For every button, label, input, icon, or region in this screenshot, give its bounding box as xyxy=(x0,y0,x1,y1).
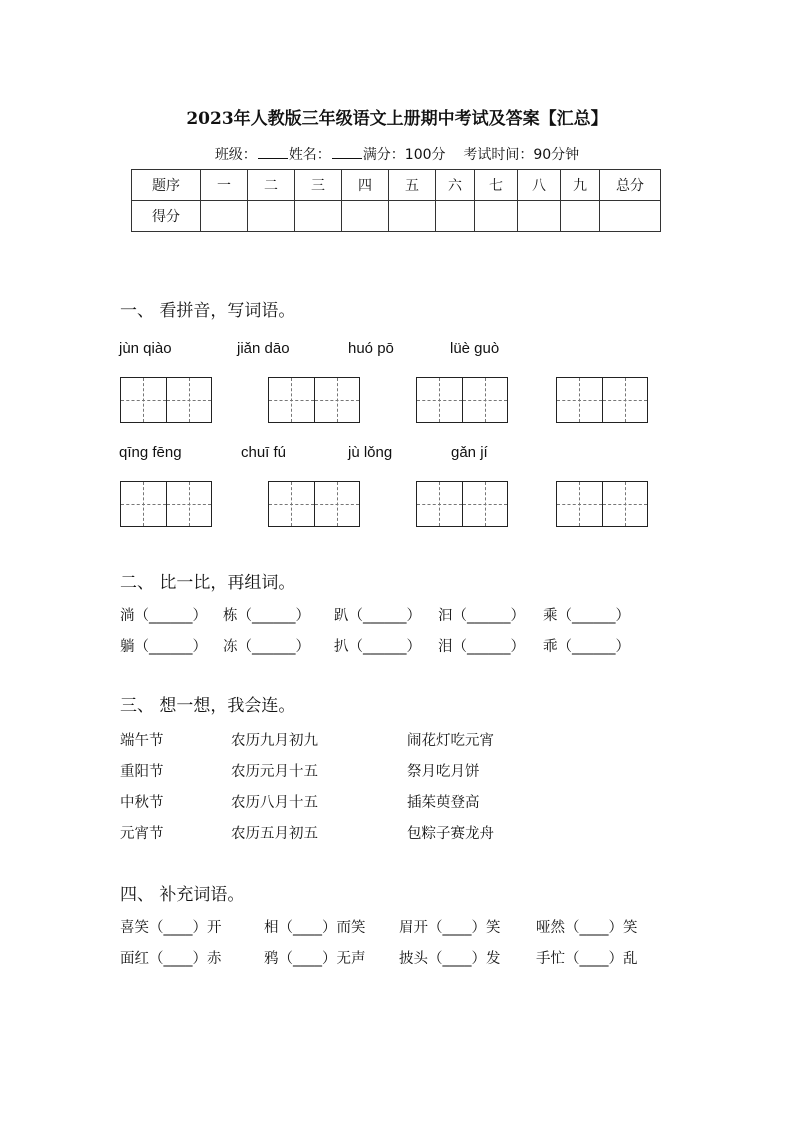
compare-item[interactable]: 汩（______） xyxy=(438,608,525,624)
festival-date[interactable]: 农历元月十五 xyxy=(231,764,318,780)
compare-item[interactable]: 趴（______） xyxy=(334,608,421,624)
pinyin-7: jù lǒng xyxy=(348,444,393,461)
name-label: 姓名： xyxy=(288,147,331,163)
score-cell[interactable] xyxy=(248,201,295,232)
score-cell[interactable] xyxy=(600,201,661,232)
score-row-label: 得分 xyxy=(132,201,201,232)
exam-info xyxy=(0,144,794,164)
score-header-cell: 题序 xyxy=(132,170,201,201)
festival-custom[interactable]: 包粽子赛龙舟 xyxy=(407,826,494,842)
festival-custom[interactable]: 插茱萸登高 xyxy=(407,795,480,811)
class-label: 班级： xyxy=(214,147,257,163)
score-cell[interactable] xyxy=(436,201,475,232)
score-header-cell: 三 xyxy=(295,170,342,201)
score-cell[interactable] xyxy=(342,201,389,232)
score-header-cell: 总分 xyxy=(600,170,661,201)
score-header-cell: 四 xyxy=(342,170,389,201)
writing-grid[interactable] xyxy=(268,481,360,527)
score-cell[interactable] xyxy=(518,201,561,232)
festival-date[interactable]: 农历八月十五 xyxy=(231,795,318,811)
pinyin-5: qīng fēng xyxy=(119,444,182,461)
festival-date[interactable]: 农历五月初五 xyxy=(231,826,318,842)
section-4-title: 四、 补充词语。 xyxy=(120,885,245,905)
idiom-item[interactable]: 面红（____）赤 xyxy=(120,951,222,967)
score-cell[interactable] xyxy=(389,201,436,232)
score-header-cell: 五 xyxy=(389,170,436,201)
section-3-title: 三、 想一想，我会连。 xyxy=(120,696,296,716)
writing-grid[interactable] xyxy=(416,377,508,423)
festival-name[interactable]: 元宵节 xyxy=(120,826,164,842)
festival-custom[interactable]: 闹花灯吃元宵 xyxy=(407,733,494,749)
writing-grid[interactable] xyxy=(556,481,648,527)
pinyin-8: gǎn jí xyxy=(451,444,488,461)
writing-grid[interactable] xyxy=(556,377,648,423)
writing-grid[interactable] xyxy=(268,377,360,423)
pinyin-4: lüè guò xyxy=(450,340,500,357)
compare-item[interactable]: 淌（______） xyxy=(120,608,207,624)
score-cell[interactable] xyxy=(201,201,248,232)
full-score: 满分：100分 xyxy=(362,147,446,163)
score-value-row xyxy=(132,201,661,232)
festival-custom[interactable]: 祭月吃月饼 xyxy=(407,764,480,780)
festival-name[interactable]: 重阳节 xyxy=(120,764,164,780)
idiom-item[interactable]: 鸦（____）无声 xyxy=(264,951,366,967)
idiom-item[interactable]: 哑然（____）笑 xyxy=(536,920,638,936)
idiom-item[interactable]: 喜笑（____）开 xyxy=(120,920,222,936)
name-blank[interactable] xyxy=(332,146,362,159)
score-header-cell: 二 xyxy=(248,170,295,201)
pinyin-6: chuī fú xyxy=(241,444,287,461)
idiom-item[interactable]: 披头（____）发 xyxy=(399,951,501,967)
festival-name[interactable]: 端午节 xyxy=(120,733,164,749)
compare-item[interactable]: 乘（______） xyxy=(543,608,630,624)
score-header-cell: 六 xyxy=(436,170,475,201)
score-header-cell: 八 xyxy=(518,170,561,201)
festival-date[interactable]: 农历九月初九 xyxy=(231,733,318,749)
page-title: 2023年人教版三年级语文上册期中考试及答案【汇总】 xyxy=(186,109,608,129)
section-2-title: 二、 比一比，再组词。 xyxy=(120,573,296,593)
writing-grid[interactable] xyxy=(120,377,212,423)
writing-grid[interactable] xyxy=(120,481,212,527)
score-table xyxy=(131,169,661,232)
compare-item[interactable]: 栋（______） xyxy=(223,608,310,624)
writing-grid[interactable] xyxy=(416,481,508,527)
festival-name[interactable]: 中秋节 xyxy=(120,795,164,811)
compare-item[interactable]: 乖（______） xyxy=(543,639,630,655)
compare-item[interactable]: 躺（______） xyxy=(120,639,207,655)
score-header-row xyxy=(132,170,661,201)
idiom-item[interactable]: 手忙（____）乱 xyxy=(536,951,638,967)
score-header-cell: 七 xyxy=(475,170,518,201)
score-header-cell: 一 xyxy=(201,170,248,201)
section-1-title: 一、 看拼音，写词语。 xyxy=(120,301,296,321)
score-cell[interactable] xyxy=(475,201,518,232)
compare-item[interactable]: 扒（______） xyxy=(334,639,421,655)
pinyin-3: huó pō xyxy=(348,340,394,357)
idiom-item[interactable]: 相（____）而笑 xyxy=(264,920,366,936)
pinyin-1: jùn qiào xyxy=(119,340,172,357)
score-cell[interactable] xyxy=(295,201,342,232)
pinyin-2: jiǎn dāo xyxy=(237,340,290,357)
compare-item[interactable]: 冻（______） xyxy=(223,639,310,655)
compare-item[interactable]: 泪（______） xyxy=(438,639,525,655)
score-cell[interactable] xyxy=(561,201,600,232)
exam-time: 考试时间：90分钟 xyxy=(463,147,580,163)
idiom-item[interactable]: 眉开（____）笑 xyxy=(399,920,501,936)
class-blank[interactable] xyxy=(258,146,288,159)
score-header-cell: 九 xyxy=(561,170,600,201)
